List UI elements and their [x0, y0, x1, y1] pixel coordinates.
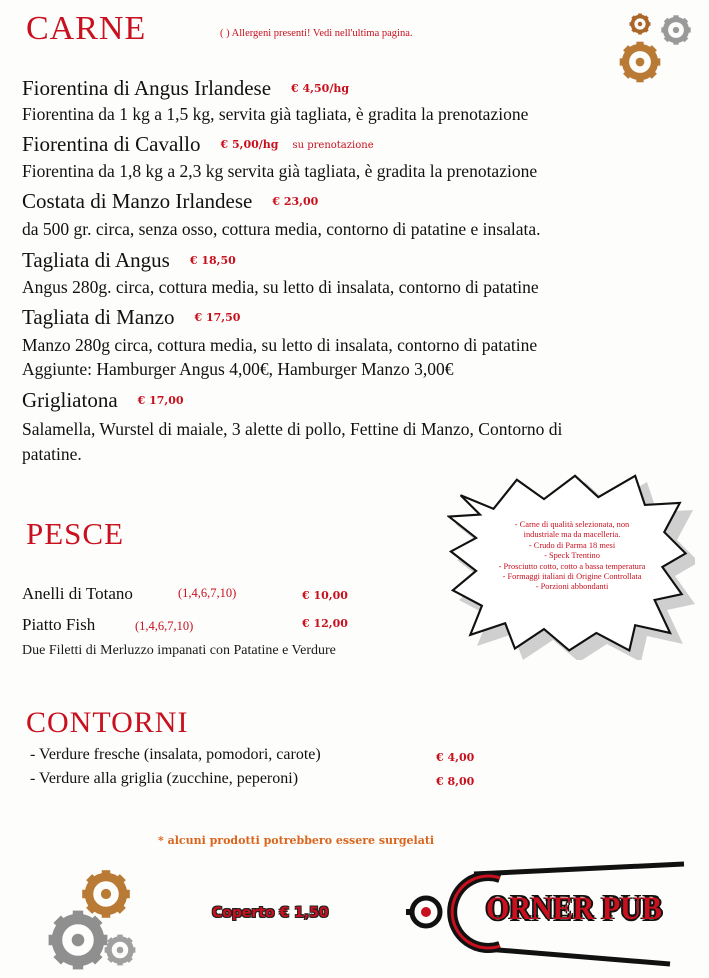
dish-description: Angus 280g. circa, cottura media, su letto di insalata, contorno di patatine — [22, 277, 539, 297]
quality-line: - Carne di qualità selezionata, non — [514, 520, 630, 529]
quality-line: - Prosciutto cotto, cotto a bassa temperatura — [498, 561, 646, 571]
side-dish-item: - Verdure alla griglia (zucchine, peperoni) — [30, 770, 299, 787]
dish-piatto-fish: Piatto Fish — [22, 615, 96, 634]
coperto-label: Coperto € 1,50 — [212, 905, 329, 921]
quality-line: - Porzioni abbondanti — [535, 582, 609, 592]
dish-costata-manzo — [22, 189, 318, 214]
side-dish-item: - Verdure fresche (insalata, pomodori, carote) — [30, 746, 321, 763]
dish-name: Grigliatona — [22, 388, 118, 412]
allergen-codes: (1,4,6,7,10) — [178, 586, 237, 600]
quality-line: - Crudo di Parma 18 mesi — [528, 540, 616, 550]
gears-bottom-icon — [34, 864, 140, 976]
reservation-note: su prenotazione — [292, 140, 374, 151]
dish-price: € 17,00 — [137, 394, 184, 407]
dish-name: Tagliata di Manzo — [22, 305, 175, 329]
side-dish-price: € 4,00 — [436, 751, 475, 764]
quality-line: industriale ma da macelleria. — [523, 530, 621, 540]
dish-name: Fiorentina di Angus Irlandese — [22, 76, 272, 100]
quality-list — [472, 520, 672, 593]
dish-description: Salamella, Wurstel di maiale, 3 alette di pollo, Fettine di Manzo, Contorno di — [22, 419, 563, 439]
dish-price: € 5,00/hg — [220, 138, 279, 151]
quality-line: - Formaggi italiani di Origine Controllata — [502, 572, 642, 582]
allergen-note: ( ) Allergeni presenti! Vedi nell'ultima pagina. — [220, 28, 413, 39]
allergen-codes: (1,4,6,7,10) — [135, 619, 194, 633]
dish-description: da 500 gr. circa, senza osso, cottura media, contorno di patatine e insalata. — [22, 219, 541, 239]
carne-title: CARNE — [26, 10, 147, 47]
contorni-title: CONTORNI — [26, 706, 189, 739]
dish-tagliata-angus — [22, 248, 236, 273]
dish-price: € 23,00 — [272, 195, 319, 208]
dish-extras: Aggiunte: Hamburger Angus 4,00€, Hamburger Manzo 3,00€ — [22, 359, 454, 379]
pesce-title: PESCE — [26, 516, 125, 551]
quality-line: - Speck Trentino — [544, 551, 600, 561]
dish-fiorentina-angus — [22, 76, 349, 101]
dish-name: Fiorentina di Cavallo — [22, 132, 201, 156]
dish-price: € 12,00 — [302, 617, 348, 630]
dish-description: Due Filetti di Merluzzo impanati con Patatine e Verdure — [22, 643, 336, 658]
dish-price: € 18,50 — [189, 254, 236, 267]
dish-price: € 4,50/hg — [291, 82, 350, 95]
dish-name: Tagliata di Angus — [22, 248, 170, 272]
gears-top-icon — [612, 6, 702, 92]
frozen-note: * alcuni prodotti potrebbero essere surgelati — [158, 834, 435, 847]
dish-description: Fiorentina da 1,8 kg a 2,3 kg servita già tagliata, è gradita la prenotazione — [22, 161, 538, 181]
dish-name: Costata di Manzo Irlandese — [22, 189, 253, 213]
dish-fiorentina-cavallo — [22, 132, 374, 157]
dish-description: Fiorentina da 1 kg a 1,5 kg, servita già tagliata, è gradita la prenotazione — [22, 104, 529, 124]
dish-tagliata-manzo — [22, 305, 240, 330]
side-dish-price: € 8,00 — [436, 775, 475, 788]
dish-description: Manzo 280g circa, cottura media, su letto di insalata, contorno di patatine — [22, 335, 538, 355]
logo-text: ORNER PUB — [486, 890, 662, 927]
dish-anelli-totano: Anelli di Totano — [22, 584, 133, 603]
dish-price: € 10,00 — [302, 589, 348, 602]
dish-description-cont: patatine. — [22, 444, 82, 464]
dish-grigliatona — [22, 388, 184, 413]
dish-price: € 17,50 — [194, 311, 241, 324]
